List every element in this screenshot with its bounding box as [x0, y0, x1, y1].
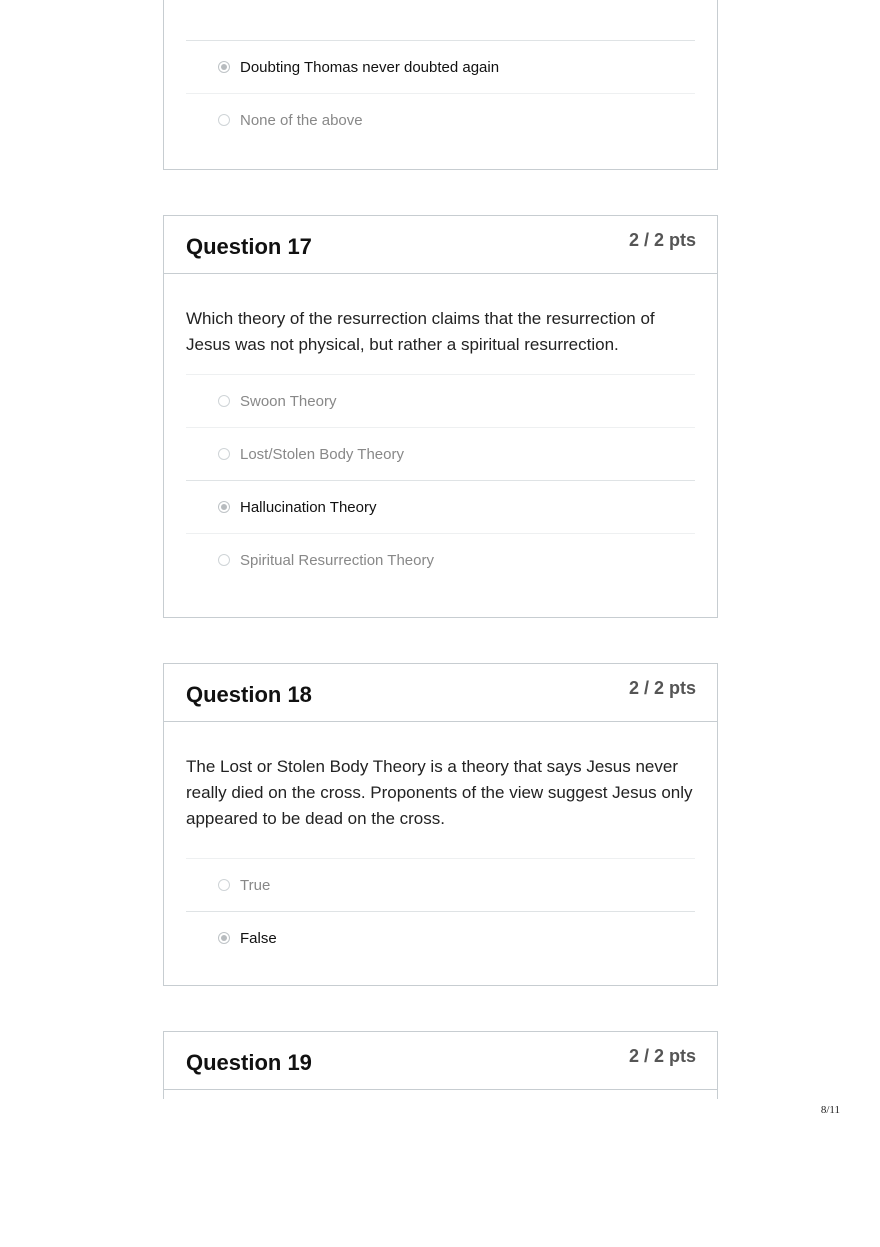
- answer-option[interactable]: [186, 427, 695, 480]
- question-card-17: [163, 215, 718, 618]
- radio-empty-icon[interactable]: [218, 879, 230, 891]
- answer-option[interactable]: [186, 40, 695, 93]
- answer-label: False: [240, 929, 277, 947]
- answer-label: None of the above: [240, 111, 363, 129]
- question-header: [164, 216, 717, 274]
- question-title: Question 18: [186, 682, 312, 707]
- answer-option[interactable]: [186, 911, 695, 964]
- page-number: 8/11: [820, 1104, 840, 1116]
- answer-label: True: [240, 876, 271, 894]
- question-header: [164, 1032, 717, 1090]
- answer-option[interactable]: [186, 374, 695, 427]
- answer-label: Doubting Thomas never doubted again: [240, 58, 500, 76]
- question-header: [164, 664, 717, 722]
- answer-option[interactable]: [186, 480, 695, 533]
- answer-label: Lost/Stolen Body Theory: [240, 445, 404, 463]
- answer-option[interactable]: [186, 858, 695, 911]
- question-points: 2 / 2 pts: [628, 678, 696, 698]
- answer-label: Hallucination Theory: [240, 498, 377, 516]
- question-card-18: [163, 663, 718, 986]
- question-points: 2 / 2 pts: [628, 230, 696, 250]
- radio-selected-icon[interactable]: [218, 501, 230, 513]
- question-card-prev: [163, 0, 718, 170]
- question-title: Question 17: [186, 234, 312, 259]
- question-card-19: [163, 1031, 718, 1099]
- question-text: Which theory of the resurrection claims that the resurrection of Jesus was not physical, but rather a spiritual resurrection.: [186, 309, 655, 354]
- radio-selected-icon[interactable]: [218, 61, 230, 73]
- radio-selected-icon[interactable]: [218, 932, 230, 944]
- radio-empty-icon[interactable]: [218, 448, 230, 460]
- answer-option[interactable]: [186, 533, 695, 586]
- question-title: Question 19: [186, 1050, 312, 1075]
- question-text: The Lost or Stolen Body Theory is a theory that says Jesus never really died on the cross. Proponents of the view suggest Jesus only appeared to be dead on the cross.: [186, 757, 693, 828]
- radio-empty-icon[interactable]: [218, 395, 230, 407]
- answer-option[interactable]: [186, 93, 695, 146]
- radio-empty-icon[interactable]: [218, 114, 230, 126]
- answer-label: Swoon Theory: [240, 392, 337, 410]
- answer-label: Spiritual Resurrection Theory: [240, 551, 434, 569]
- question-points: 2 / 2 pts: [628, 1046, 696, 1066]
- radio-empty-icon[interactable]: [218, 554, 230, 566]
